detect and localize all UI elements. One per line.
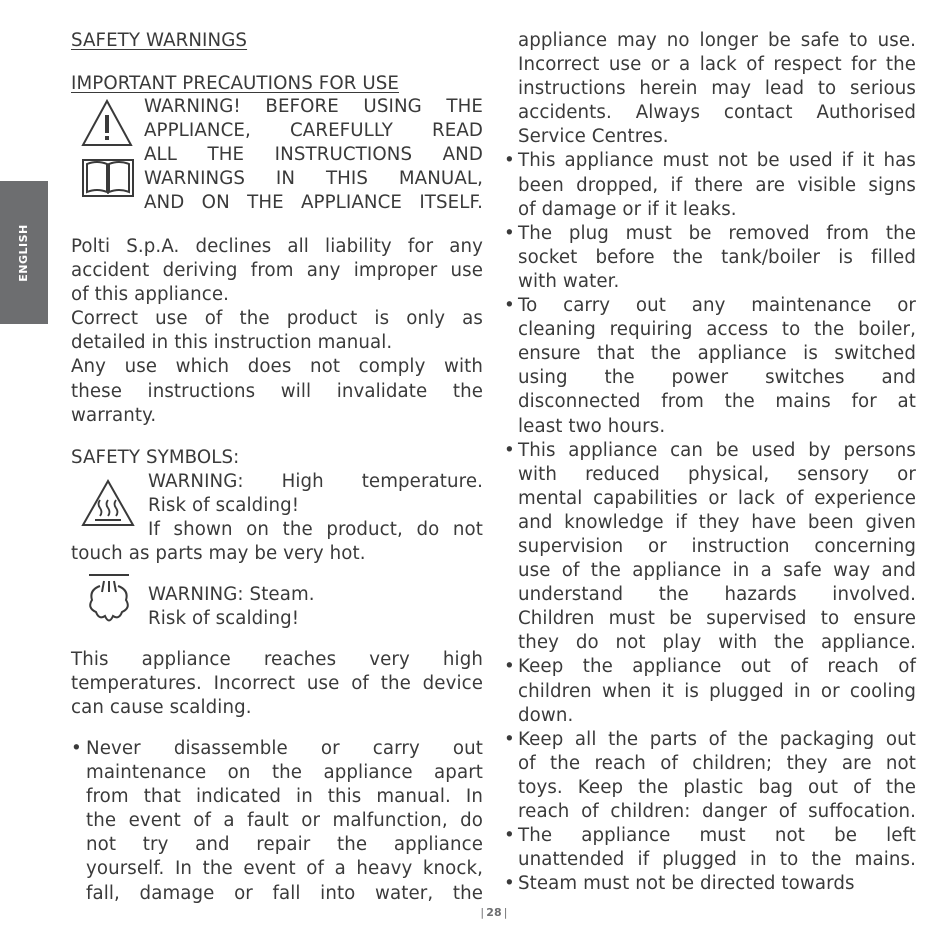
precautions-heading: IMPORTANT PRECAUTIONS FOR USE <box>71 73 399 94</box>
list-item: • This appliance can be used by persons with reduced physical, sensory or mental capabilities or lack of experience and knowledge if they have been given supervision or instruction concerning use of the appliance in a safe way and understand the hazards involved. Children must be supervised to ensure they do not play with the appliance. <box>504 439 916 654</box>
warning-triangle-icon <box>80 98 134 148</box>
warning-read-instructions: WARNING! BEFORE USING THE APPLIANCE, CAREFULLY READ ALL THE INSTRUCTIONS AND WARNINGS IN THIS MANUAL, AND ON THE APPLIANCE ITSELF. <box>144 96 483 214</box>
list-item: • This appliance must not be used if it has been dropped, if there are visible signs of damage or if it leaks. <box>504 150 916 220</box>
temperature-paragraph: This appliance reaches very high temperatures. Incorrect use of the device can cause scalding. <box>71 649 483 719</box>
bullet-marker: • <box>504 150 515 172</box>
right-bullet-list <box>504 149 916 896</box>
continuation-paragraph: appliance may no longer be safe to use. Incorrect use or a lack of respect for the instructions herein may lead to serious accidents. Always contact Authorised Service Centres. <box>518 30 916 148</box>
list-item: • Keep the appliance out of reach of children when it is plugged in or cooling down. <box>504 656 916 726</box>
steam-warning: WARNING: Steam. Risk of scalding! <box>148 584 315 630</box>
hot-warning: WARNING: High temperature. Risk of scalding! If shown on the product, do not <box>148 471 483 541</box>
list-item: • To carry out any maintenance or cleaning requiring access to the boiler, ensure that the appliance is switched using the power switches and disconnected from the mains for at least two hours. <box>504 295 916 437</box>
steam-icon <box>86 572 132 628</box>
bullet-marker: • <box>504 873 515 895</box>
bullet-marker: • <box>504 222 515 244</box>
list-item: • The plug must be removed from the socket before the tank/boiler is filled with water. <box>504 222 916 292</box>
liability-paragraph: Polti S.p.A. declines all liability for any accident deriving from any improper use of this appliance. Correct use of the product is only as detailed in this instruction manual. Any use which does not comply with these instructions will invalidate the warranty. <box>71 236 483 426</box>
bullet-marker: • <box>504 825 515 847</box>
bullet-marker: • <box>504 295 515 317</box>
bullet-marker: • <box>71 738 82 759</box>
bullet-marker: • <box>504 656 515 678</box>
bullet-marker: • <box>504 728 515 750</box>
hot-warning-tail: touch as parts may be very hot. <box>71 543 366 564</box>
section-title: SAFETY WARNINGS <box>71 30 248 51</box>
list-item: • Keep all the parts of the packaging out of the reach of children; they are not toys. Keep the plastic bag out of the reach of children: danger of suffocation. <box>504 728 916 822</box>
safety-symbols-heading: SAFETY SYMBOLS: <box>71 447 240 468</box>
language-label: ENGLISH <box>17 223 30 282</box>
right-column <box>504 29 916 896</box>
manual-book-icon <box>81 156 135 200</box>
page-number: | 28 | <box>0 906 950 920</box>
list-item: • The appliance must not be left unattended if plugged in to the mains. <box>504 825 916 871</box>
list-item: • Steam must not be directed towards <box>504 872 916 896</box>
bullet-marker: • <box>504 439 515 461</box>
language-side-tab <box>0 181 48 324</box>
bullet-never-disassemble: • Never disassemble or carry out maintenance on the appliance apart from that indicated in this manual. In the event of a fault or malfunction, do not try and repair the appliance yourself. In the event of a heavy knock, fall, damage or fall into water, the <box>71 738 483 904</box>
hot-surface-icon <box>80 478 136 528</box>
